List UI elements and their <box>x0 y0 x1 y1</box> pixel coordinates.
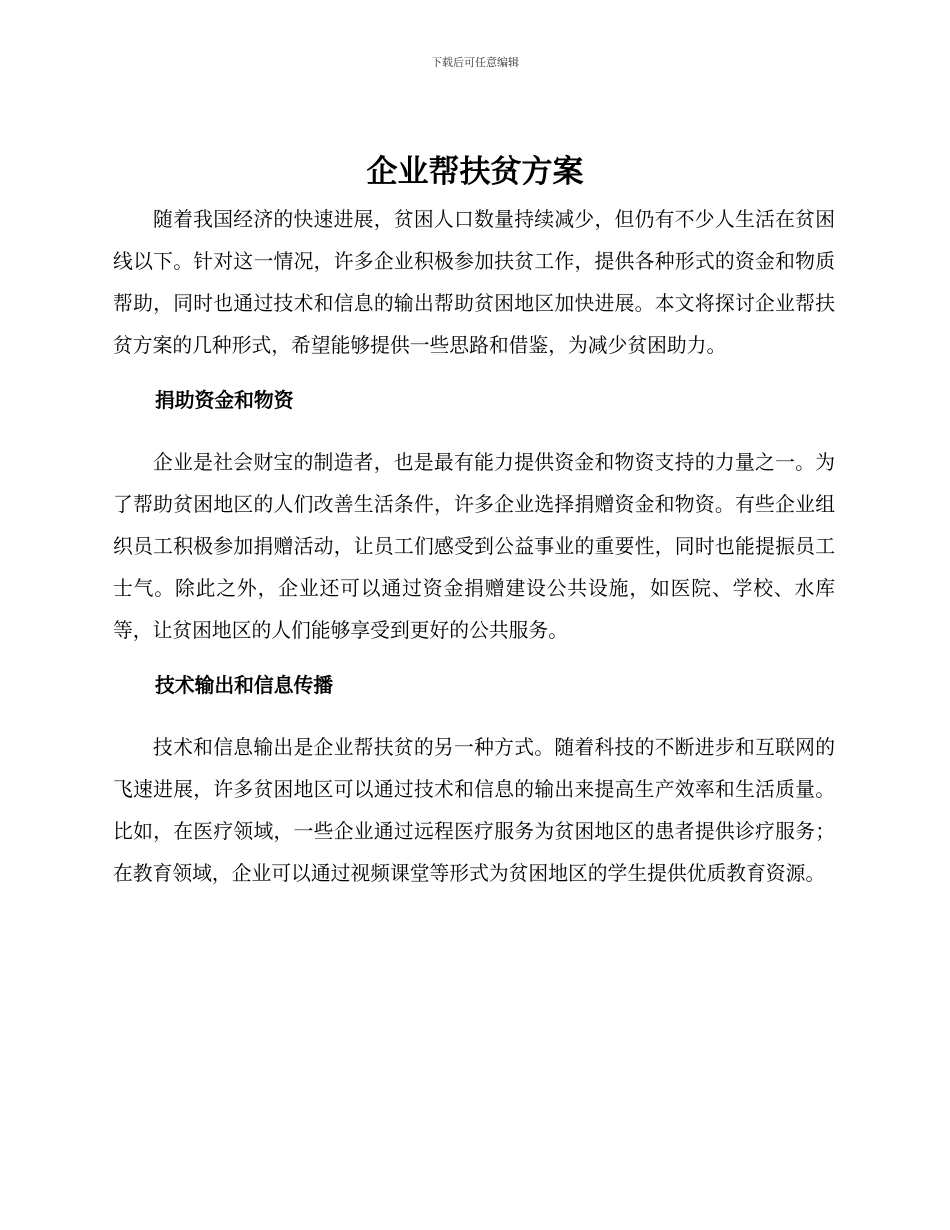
section-heading-technology: 技术输出和信息传播 <box>155 674 334 697</box>
section-paragraph-technology: 技术和信息输出是企业帮扶贫的另一种方式。随着科技的不断进步和互联网的飞速进展，许多贫困地区可以通过技术和信息的输出来提高生产效率和生活质量。比如，在医疗领域，一些企业通过远程医疗服务为贫困地区的患者提供诊疗服务；在教育领域，企业可以通过视频课堂等形式为贫困地区的学生提供优质教育资源。 <box>113 736 835 885</box>
document-body <box>113 199 835 895</box>
intro-paragraph: 随着我国经济的快速进展，贫困人口数量持续减少，但仍有不少人生活在贫困线以下。针对这一情况，许多企业积极参加扶贫工作，提供各种形式的资金和物质帮助，同时也通过技术和信息的输出帮助贫困地区加快进展。本文将探讨企业帮扶贫方案的几种形式，希望能够提供一些思路和借鉴，为减少贫困助力。 <box>113 208 835 357</box>
section-paragraph-donation: 企业是社会财宝的制造者，也是最有能力提供资金和物资支持的力量之一。为了帮助贫困地区的人们改善生活条件，许多企业选择捐赠资金和物资。有些企业组织员工积极参加捐赠活动，让员工们感受到公益事业的重要性，同时也能提振员工士气。除此之外，企业还可以通过资金捐赠建设公共设施，如医院、学校、水库等，让贫困地区的人们能够享受到更好的公共服务。 <box>113 451 835 642</box>
section-heading-donation: 捐助资金和物资 <box>155 389 294 412</box>
header-note: 下载后可任意编辑 <box>431 56 519 69</box>
document-title: 企业帮扶贫方案 <box>366 154 584 190</box>
